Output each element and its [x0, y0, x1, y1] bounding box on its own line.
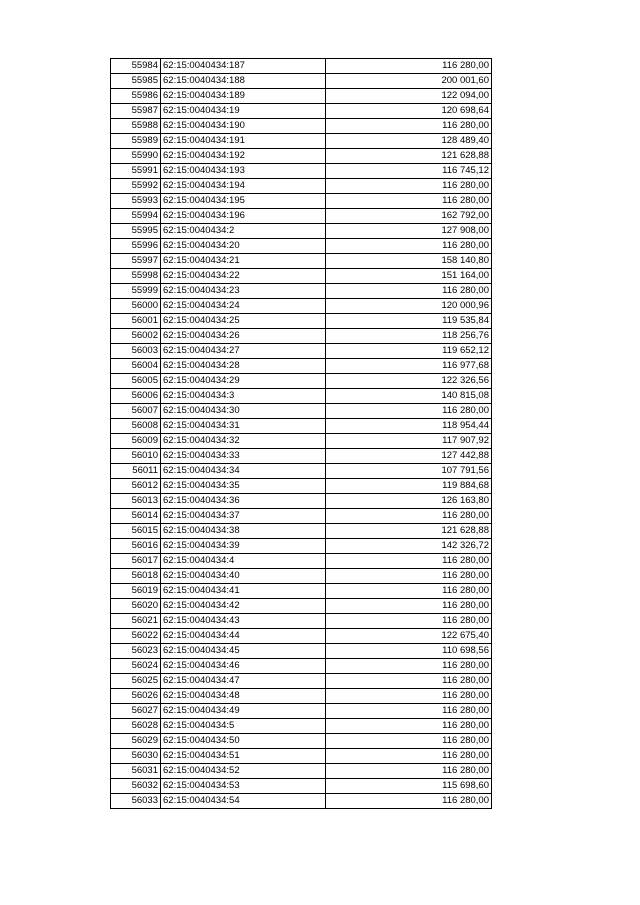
- cadastral-number-cell: 62:15:0040434:52: [161, 764, 326, 779]
- table-row: [111, 89, 492, 104]
- table-row: [111, 659, 492, 674]
- row-number-cell: 56030: [111, 749, 161, 764]
- cadastral-number-cell: 62:15:0040434:35: [161, 479, 326, 494]
- cadastral-value-cell: 116 280,00: [326, 689, 492, 704]
- row-number-cell: 56029: [111, 734, 161, 749]
- row-number-cell: 56019: [111, 584, 161, 599]
- cadastral-value-cell: 116 280,00: [326, 674, 492, 689]
- row-number-cell: 56017: [111, 554, 161, 569]
- cadastral-value-cell: 117 907,92: [326, 434, 492, 449]
- row-number-cell: 56015: [111, 524, 161, 539]
- cadastral-number-cell: 62:15:0040434:187: [161, 59, 326, 74]
- row-number-cell: 56010: [111, 449, 161, 464]
- cadastral-number-cell: 62:15:0040434:31: [161, 419, 326, 434]
- table-row: [111, 59, 492, 74]
- cadastral-value-cell: 116 745,12: [326, 164, 492, 179]
- cadastral-number-cell: 62:15:0040434:5: [161, 719, 326, 734]
- row-number-cell: 56031: [111, 764, 161, 779]
- cadastral-number-cell: 62:15:0040434:2: [161, 224, 326, 239]
- cadastral-number-cell: 62:15:0040434:32: [161, 434, 326, 449]
- table-row: [111, 794, 492, 809]
- row-number-cell: 55996: [111, 239, 161, 254]
- row-number-cell: 55999: [111, 284, 161, 299]
- table-row: [111, 449, 492, 464]
- table-row: [111, 404, 492, 419]
- row-number-cell: 56013: [111, 494, 161, 509]
- cadastral-value-cell: 158 140,80: [326, 254, 492, 269]
- cadastral-number-cell: 62:15:0040434:192: [161, 149, 326, 164]
- cadastral-value-cell: 119 652,12: [326, 344, 492, 359]
- row-number-cell: 56032: [111, 779, 161, 794]
- cadastral-number-cell: 62:15:0040434:43: [161, 614, 326, 629]
- cadastral-value-cell: 122 326,56: [326, 374, 492, 389]
- row-number-cell: 56000: [111, 299, 161, 314]
- cadastral-value-cell: 127 908,00: [326, 224, 492, 239]
- cadastral-value-cell: 118 256,76: [326, 329, 492, 344]
- table-row: [111, 329, 492, 344]
- cadastral-value-cell: 162 792,00: [326, 209, 492, 224]
- cadastral-value-cell: 116 280,00: [326, 659, 492, 674]
- row-number-cell: 55986: [111, 89, 161, 104]
- cadastral-number-cell: 62:15:0040434:41: [161, 584, 326, 599]
- cadastral-value-cell: 115 698,60: [326, 779, 492, 794]
- row-number-cell: 56014: [111, 509, 161, 524]
- table-row: [111, 104, 492, 119]
- cadastral-value-cell: 121 628,88: [326, 524, 492, 539]
- table-row: [111, 314, 492, 329]
- table-row: [111, 269, 492, 284]
- row-number-cell: 56008: [111, 419, 161, 434]
- row-number-cell: 56027: [111, 704, 161, 719]
- table-row: [111, 119, 492, 134]
- table-row: [111, 749, 492, 764]
- table-row: [111, 284, 492, 299]
- cadastral-number-cell: 62:15:0040434:19: [161, 104, 326, 119]
- row-number-cell: 56012: [111, 479, 161, 494]
- cadastral-value-cell: 121 628,88: [326, 149, 492, 164]
- table-body: [111, 59, 492, 809]
- table-row: [111, 209, 492, 224]
- row-number-cell: 56004: [111, 359, 161, 374]
- cadastral-value-cell: 151 164,00: [326, 269, 492, 284]
- row-number-cell: 56033: [111, 794, 161, 809]
- cadastral-number-cell: 62:15:0040434:34: [161, 464, 326, 479]
- cadastral-value-cell: 116 280,00: [326, 239, 492, 254]
- table-row: [111, 764, 492, 779]
- table-row: [111, 614, 492, 629]
- cadastral-number-cell: 62:15:0040434:30: [161, 404, 326, 419]
- cadastral-number-cell: 62:15:0040434:26: [161, 329, 326, 344]
- table-row: [111, 599, 492, 614]
- table-row: [111, 254, 492, 269]
- table-row: [111, 419, 492, 434]
- cadastral-value-table: [110, 58, 492, 809]
- cadastral-value-cell: 116 280,00: [326, 794, 492, 809]
- table-row: [111, 359, 492, 374]
- table-row: [111, 299, 492, 314]
- cadastral-value-cell: 127 442,88: [326, 449, 492, 464]
- table-row: [111, 464, 492, 479]
- cadastral-value-cell: 116 280,00: [326, 119, 492, 134]
- cadastral-value-cell: 116 280,00: [326, 719, 492, 734]
- table-row: [111, 554, 492, 569]
- cadastral-value-cell: 116 280,00: [326, 614, 492, 629]
- cadastral-number-cell: 62:15:0040434:47: [161, 674, 326, 689]
- table-row: [111, 689, 492, 704]
- cadastral-number-cell: 62:15:0040434:190: [161, 119, 326, 134]
- row-number-cell: 55997: [111, 254, 161, 269]
- cadastral-value-cell: 116 280,00: [326, 509, 492, 524]
- row-number-cell: 56023: [111, 644, 161, 659]
- cadastral-value-cell: 200 001,60: [326, 74, 492, 89]
- row-number-cell: 55990: [111, 149, 161, 164]
- cadastral-number-cell: 62:15:0040434:33: [161, 449, 326, 464]
- cadastral-number-cell: 62:15:0040434:20: [161, 239, 326, 254]
- cadastral-number-cell: 62:15:0040434:188: [161, 74, 326, 89]
- cadastral-value-cell: 110 698,56: [326, 644, 492, 659]
- cadastral-value-cell: 140 815,08: [326, 389, 492, 404]
- table-row: [111, 224, 492, 239]
- cadastral-number-cell: 62:15:0040434:4: [161, 554, 326, 569]
- table-row: [111, 524, 492, 539]
- cadastral-value-cell: 116 280,00: [326, 734, 492, 749]
- row-number-cell: 55993: [111, 194, 161, 209]
- cadastral-number-cell: 62:15:0040434:50: [161, 734, 326, 749]
- row-number-cell: 56011: [111, 464, 161, 479]
- row-number-cell: 56007: [111, 404, 161, 419]
- cadastral-number-cell: 62:15:0040434:24: [161, 299, 326, 314]
- table-row: [111, 584, 492, 599]
- table-row: [111, 779, 492, 794]
- table-row: [111, 704, 492, 719]
- row-number-cell: 56020: [111, 599, 161, 614]
- table-row: [111, 74, 492, 89]
- row-number-cell: 55991: [111, 164, 161, 179]
- cadastral-value-cell: 116 280,00: [326, 179, 492, 194]
- row-number-cell: 55989: [111, 134, 161, 149]
- cadastral-value-cell: 116 280,00: [326, 764, 492, 779]
- cadastral-number-cell: 62:15:0040434:45: [161, 644, 326, 659]
- table-row: [111, 719, 492, 734]
- table-row: [111, 674, 492, 689]
- cadastral-number-cell: 62:15:0040434:191: [161, 134, 326, 149]
- table-row: [111, 389, 492, 404]
- cadastral-value-cell: 116 280,00: [326, 284, 492, 299]
- row-number-cell: 55987: [111, 104, 161, 119]
- table-row: [111, 374, 492, 389]
- cadastral-number-cell: 62:15:0040434:42: [161, 599, 326, 614]
- cadastral-value-cell: 120 698,64: [326, 104, 492, 119]
- table-row: [111, 629, 492, 644]
- cadastral-value-cell: 122 094,00: [326, 89, 492, 104]
- cadastral-number-cell: 62:15:0040434:195: [161, 194, 326, 209]
- cadastral-value-cell: 116 280,00: [326, 704, 492, 719]
- row-number-cell: 56001: [111, 314, 161, 329]
- cadastral-number-cell: 62:15:0040434:22: [161, 269, 326, 284]
- cadastral-value-cell: 116 280,00: [326, 599, 492, 614]
- cadastral-value-cell: 116 280,00: [326, 404, 492, 419]
- cadastral-value-cell: 116 280,00: [326, 569, 492, 584]
- cadastral-number-cell: 62:15:0040434:189: [161, 89, 326, 104]
- row-number-cell: 56006: [111, 389, 161, 404]
- table-row: [111, 434, 492, 449]
- cadastral-number-cell: 62:15:0040434:54: [161, 794, 326, 809]
- cadastral-number-cell: 62:15:0040434:51: [161, 749, 326, 764]
- table-row: [111, 194, 492, 209]
- cadastral-value-cell: 107 791,56: [326, 464, 492, 479]
- cadastral-number-cell: 62:15:0040434:44: [161, 629, 326, 644]
- cadastral-number-cell: 62:15:0040434:48: [161, 689, 326, 704]
- row-number-cell: 56005: [111, 374, 161, 389]
- table-row: [111, 644, 492, 659]
- table-row: [111, 239, 492, 254]
- table-row: [111, 509, 492, 524]
- cadastral-number-cell: 62:15:0040434:196: [161, 209, 326, 224]
- row-number-cell: 56018: [111, 569, 161, 584]
- row-number-cell: 56003: [111, 344, 161, 359]
- table-row: [111, 479, 492, 494]
- row-number-cell: 55984: [111, 59, 161, 74]
- cadastral-number-cell: 62:15:0040434:25: [161, 314, 326, 329]
- row-number-cell: 56026: [111, 689, 161, 704]
- table-row: [111, 134, 492, 149]
- table-row: [111, 179, 492, 194]
- cadastral-value-cell: 116 280,00: [326, 584, 492, 599]
- cadastral-value-cell: 126 163,80: [326, 494, 492, 509]
- cadastral-number-cell: 62:15:0040434:36: [161, 494, 326, 509]
- row-number-cell: 55995: [111, 224, 161, 239]
- cadastral-number-cell: 62:15:0040434:3: [161, 389, 326, 404]
- row-number-cell: 56024: [111, 659, 161, 674]
- cadastral-value-cell: 119 535,84: [326, 314, 492, 329]
- cadastral-number-cell: 62:15:0040434:39: [161, 539, 326, 554]
- cadastral-number-cell: 62:15:0040434:193: [161, 164, 326, 179]
- cadastral-number-cell: 62:15:0040434:53: [161, 779, 326, 794]
- cadastral-number-cell: 62:15:0040434:27: [161, 344, 326, 359]
- table-row: [111, 734, 492, 749]
- table-row: [111, 344, 492, 359]
- cadastral-value-cell: 120 000,96: [326, 299, 492, 314]
- table-row: [111, 569, 492, 584]
- cadastral-number-cell: 62:15:0040434:21: [161, 254, 326, 269]
- cadastral-number-cell: 62:15:0040434:194: [161, 179, 326, 194]
- cadastral-value-cell: 116 280,00: [326, 194, 492, 209]
- row-number-cell: 56021: [111, 614, 161, 629]
- table-row: [111, 149, 492, 164]
- cadastral-number-cell: 62:15:0040434:38: [161, 524, 326, 539]
- row-number-cell: 56022: [111, 629, 161, 644]
- cadastral-value-cell: 116 977,68: [326, 359, 492, 374]
- table-row: [111, 539, 492, 554]
- row-number-cell: 55994: [111, 209, 161, 224]
- row-number-cell: 56028: [111, 719, 161, 734]
- row-number-cell: 56009: [111, 434, 161, 449]
- cadastral-value-cell: 119 884,68: [326, 479, 492, 494]
- cadastral-value-cell: 142 326,72: [326, 539, 492, 554]
- cadastral-value-cell: 118 954,44: [326, 419, 492, 434]
- cadastral-number-cell: 62:15:0040434:23: [161, 284, 326, 299]
- row-number-cell: 55988: [111, 119, 161, 134]
- cadastral-number-cell: 62:15:0040434:46: [161, 659, 326, 674]
- cadastral-number-cell: 62:15:0040434:37: [161, 509, 326, 524]
- cadastral-value-cell: 116 280,00: [326, 554, 492, 569]
- row-number-cell: 56002: [111, 329, 161, 344]
- cadastral-value-cell: 128 489,40: [326, 134, 492, 149]
- row-number-cell: 56025: [111, 674, 161, 689]
- cadastral-number-cell: 62:15:0040434:28: [161, 359, 326, 374]
- table-row: [111, 164, 492, 179]
- table-row: [111, 494, 492, 509]
- cadastral-number-cell: 62:15:0040434:49: [161, 704, 326, 719]
- row-number-cell: 55985: [111, 74, 161, 89]
- row-number-cell: 55992: [111, 179, 161, 194]
- cadastral-value-cell: 116 280,00: [326, 59, 492, 74]
- row-number-cell: 55998: [111, 269, 161, 284]
- cadastral-number-cell: 62:15:0040434:40: [161, 569, 326, 584]
- cadastral-value-cell: 122 675,40: [326, 629, 492, 644]
- row-number-cell: 56016: [111, 539, 161, 554]
- cadastral-number-cell: 62:15:0040434:29: [161, 374, 326, 389]
- cadastral-value-cell: 116 280,00: [326, 749, 492, 764]
